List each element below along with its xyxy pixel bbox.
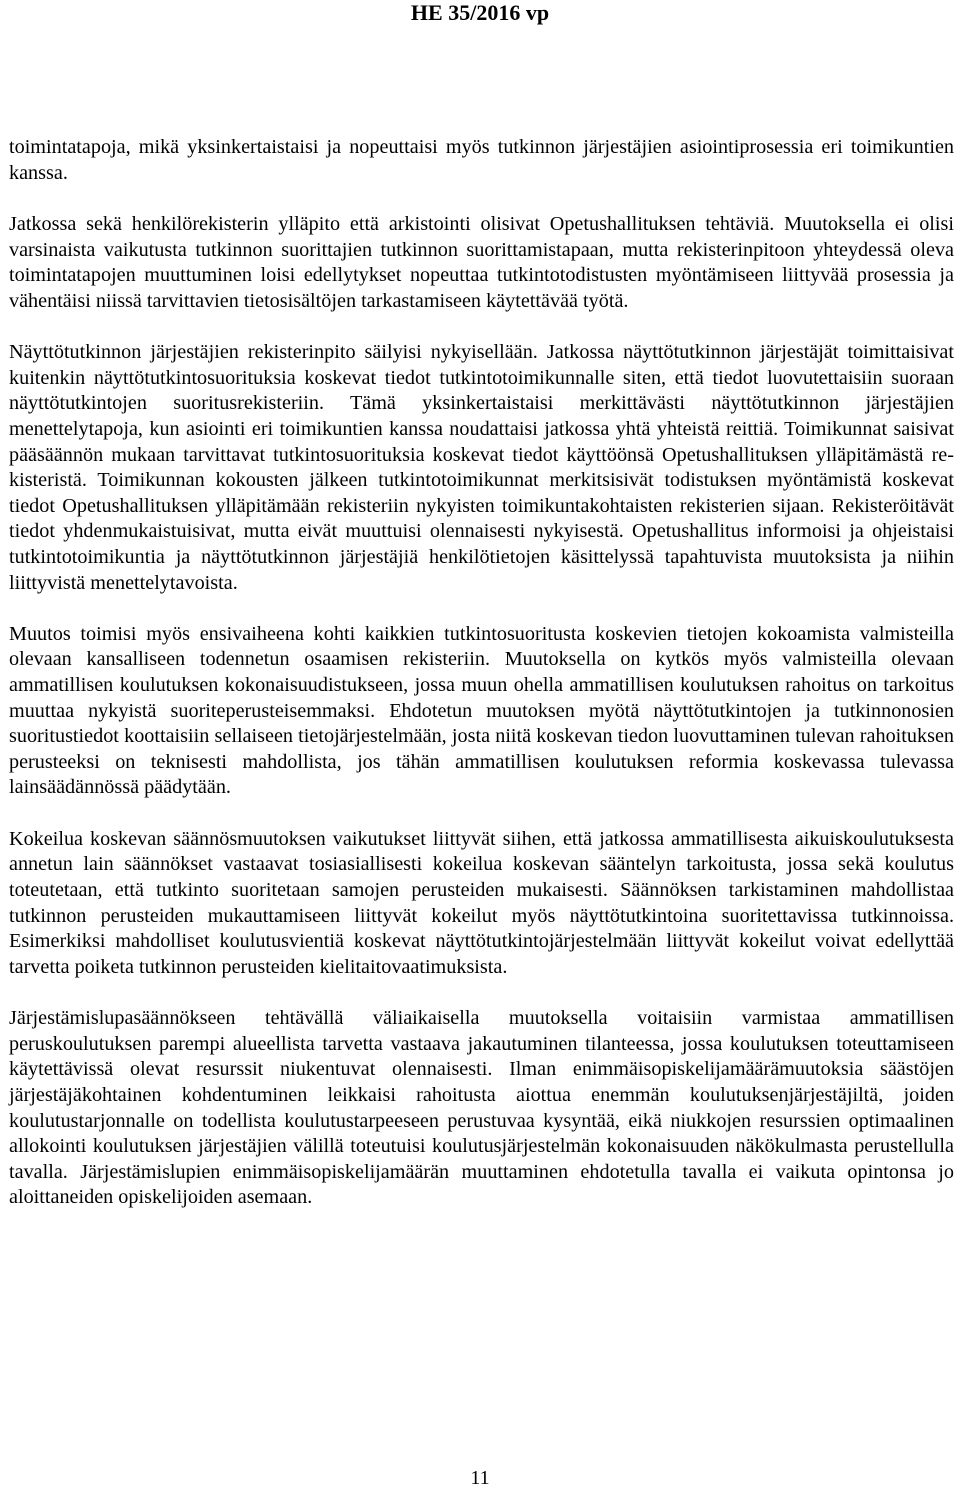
document-id-header: HE 35/2016 vp <box>410 0 550 25</box>
paragraph: Näyttötutkinnon järjestäjien rekisterinpito säilyisi nykyisellään. Jatkossa näyttötutkinnon järjestäjät toimittaisivat kuitenkin näyttötutkintosuorituksia koskevat tiedot tutkintotoimikunnalle siten, että tiedot luovutettaisiin suoraan näyttötutkintojen suoritusrekisteriin. Tämä yksinkertaistaisi merkittävästi näyttötutkinnon järjestäjien menettelytapoja, kun asiointi eri toimikuntien kanssa noudattaisi jatkossa yhtä yhteistä reittiä. Toimikunnat saisivat pääsäännön mukaan tarvittavat tutkintosuorituksia koskevat tiedot käyttöönsä Opetushallituksen ylläpitämästä rekisteristä. Toimikunnan kokousten jälkeen tutkintotoimikunnat merkitsisivät todistuksen myöntämistä koskevat tiedot Opetushallituksen ylläpitämään rekisteriin nykyisten toimikuntakohtaisten rekisterien sijaan. Rekisteröitävät tiedot yhdenmukaistuisivat, mutta eivät muuttuisi olennaisesti nykyisestä. Opetushallitus informoisi ja ohjeistaisi tutkintotoimikuntia ja näyttötutkinnon järjestäjiä henkilötietojen käsittelyssä tapahtuvista muutoksista ja niihin liittyvistä menettelytavoista. <box>9 341 954 594</box>
paragraph: toimintatapoja, mikä yksinkertaistaisi ja nopeuttaisi myös tutkinnon järjestäjien asiointiprosessia eri toimikuntien kanssa. <box>9 136 954 184</box>
page-number: 11 <box>470 1467 490 1489</box>
paragraph: Järjestämislupasäännökseen tehtävällä väliaikaisella muutoksella voitaisiin varmistaa ammatillisen peruskoulutuksen parempi alueellista tarvetta vastaava jakautuminen tilanteessa, jossa koulutuksen toteuttamiseen käytettävissä olevat resurssit niukentuvat olennaisesti. Ilman enimmäisopiskelijamäärämuutoksia säästöjen järjestäjäkohtainen kohdentuminen leikkaisi rahoitusta aiottua enemmän koulutuksenjärjestäjiltä, joiden koulutustarjonnalle on todellista koulutustarpeeseen perustuvaa kysyntää, eikä niukkojen resurssien optimaalinen allokointi koulutuksen järjestäjien välillä toteutuisi koulutusjärjestelmän kokonaisuuden näkökulmasta perustellulla tavalla. Järjestämislupien enimmäisopiskelijamäärän muuttaminen ehdotetulla tavalla ei vaikuta opintonsa jo aloittaneiden opiskelijoiden asemaan. <box>9 1007 954 1209</box>
body-text <box>9 135 954 1237</box>
paragraph: Jatkossa sekä henkilörekisterin ylläpito että arkistointi olisivat Opetushallituksen tehtäviä. Muutoksella ei olisi varsinaista vaikutusta tutkinnon suorittajien tutkinnon suorittamistapaan, mutta rekisterinpitoon yhteydessä oleva toimintatapojen muuttuminen loisi edellytykset nopeuttaa tutkintotodistusten myöntämiseen liittyvää prosessia ja vähentäisi niissä tarvittavien tietosisältöjen tarkastamiseen käytettävää työtä. <box>9 212 954 312</box>
paragraph: Kokeilua koskevan säännösmuutoksen vaikutukset liittyvät siihen, että jatkossa ammatillisesta aikuiskoulutuksesta annetun lain säännökset vastaavat tosiasiallisesti kokeilua koskevan sääntelyn tarkoitusta, jossa sekä koulutus toteutetaan, että tutkinto suoritetaan samojen perusteiden mukaisesti. Säännöksen tarkistaminen mahdollistaa tutkinnon perusteiden mukauttamiseen liittyvät kokeilut myös näyttötutkintoina suoritettavissa tutkinnoissa. Esimerkiksi mahdolliset koulutusvientiä koskevat näyttötutkintojärjestelmään liittyvät kokeilut voivat edellyttää tarvetta poiketa tutkinnon perusteiden kielitaitovaatimuksista. <box>9 827 954 978</box>
paragraph: Muutos toimisi myös ensivaiheena kohti kaikkien tutkintosuoritusta koskevien tietojen kokoamista valmisteilla olevaan kansalliseen todennetun osaamisen rekisteriin. Muutoksella on kytkös myös valmisteilla olevaan ammatillisen koulutuksen kokonaisuudistukseen, jossa muun ohella ammatillisen koulutuksen rahoitus on tarkoitus muuttaa nykyistä suoriteperusteisemmaksi. Ehdotetun muutoksen myötä näyttötutkintojen ja tutkinnonosien suoritustiedot koottaisiin sellaiseen tietojärjestelmään, josta niitä koskevan tiedon luovuttaminen tulevan rahoituksen perusteeksi on teknisesti mahdollista, jos tähän ammatillisen koulutuksen reformia koskevassa tulevassa lainsäädännössä päädytään. <box>9 622 954 799</box>
